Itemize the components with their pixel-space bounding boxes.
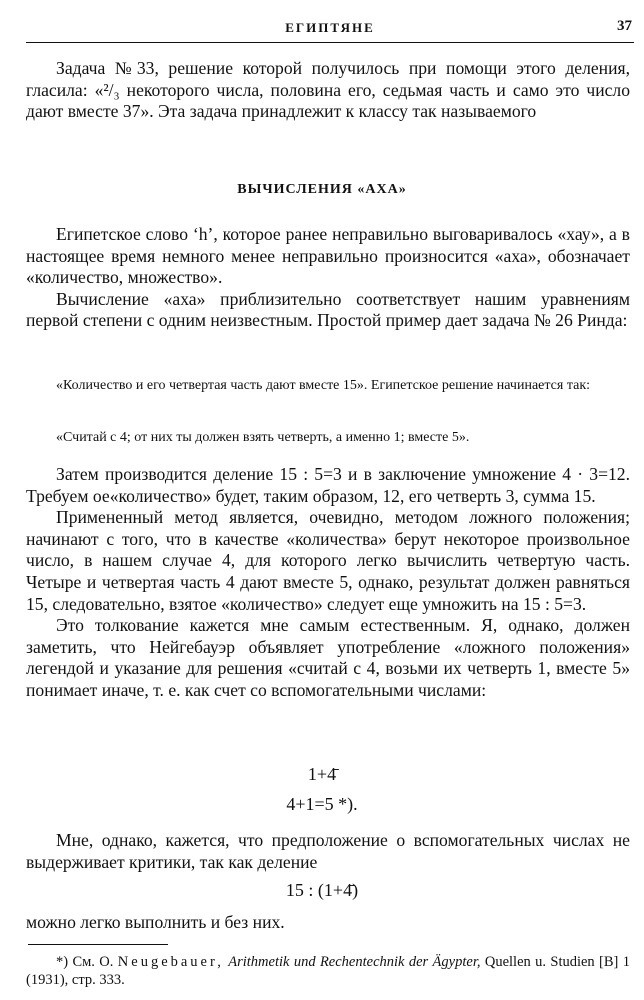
quote-solution — [26, 428, 630, 447]
section-heading: ВЫЧИСЛЕНИЯ «АХА» — [237, 182, 407, 197]
formula-division: 15 : (1+4̄) — [285, 880, 359, 900]
formula-line-1: 1+4̄ — [307, 764, 337, 784]
closing-line: можно легко выполнить и без них. — [26, 912, 285, 932]
paragraph-division: Затем производится деление 15 : 5=3 и в заключение умножение 4 · 3=12. Требуем ое«количество» будет, таким образом, 12, его четверть 3, сумма 15. — [26, 464, 630, 506]
running-head: ЕГИПТЯНЕ — [285, 20, 375, 35]
paragraph-interpretation: Это толкование кажется мне самым естественным. Я, однако, должен заметить, что Нейгебауэр объявляет употребление «ложного положения» легендой и указание для решения «считай с 4, возьми их четверть 1, вместе 5» понимает иначе, т. е. как счет со вспомогательными числами: — [26, 615, 630, 700]
page-number: 37 — [617, 18, 632, 34]
quote-solution-text: «Считай с 4; от них ты должен взять четверть, а именно 1; вместе 5». — [56, 430, 470, 445]
body-block-1 — [26, 224, 630, 332]
paragraph-aha-calculation: Вычисление «аха» приблизительно соответствует нашим уравнениям первой степени с одним неизвестным. Простой пример дает задача № 26 Ринда: — [26, 288, 630, 331]
formula-line-2: 4+1=5 *). — [286, 794, 358, 814]
paragraph-egyptian-word: Египетское слово ‘h’, которое ранее неправильно выговаривалось «хау», а в настоящее время немного менее неправильно произносится «аха», обозначает «количество, множество». — [26, 224, 630, 288]
body-block-2 — [26, 464, 630, 702]
intro-paragraph-block — [26, 58, 630, 123]
footnote-title: Arithmetik und Rechentechnik der Ägypter, — [228, 954, 481, 970]
footnote-source: Quellen u. Studien [B] 1 (1931), стр. 333. — [26, 954, 631, 988]
closing-block — [26, 912, 630, 934]
footnote-marker: *) См. О. — [56, 954, 114, 970]
quote-problem — [26, 376, 630, 395]
body-block-3 — [26, 830, 630, 873]
intro-paragraph: Задача №33, решение которой получилось при помощи этого деления, гласила: «²/₃ некоторого числа, половина его, седьмая часть и само это число дают вместе 37». Эта задача принадлежит к классу так называемого — [26, 58, 630, 122]
footnote-author: Neugebauer, — [117, 954, 224, 970]
quote-problem-text: «Количество и его четвертая часть дают вместе 15». Египетское решение начинается так: — [56, 378, 591, 393]
footnote — [26, 953, 630, 989]
page-header — [26, 18, 634, 43]
paragraph-critique: Мне, однако, кажется, что предположение о вспомогательных числах не выдерживает критики, так как деление — [26, 830, 630, 872]
paragraph-false-position: Примененный метод является, очевидно, методом ложного положения; начинают с того, что в качестве «количества» берут некоторое произвольное число, в нашем случае 4, для которого легко вычислить четвертую часть. Четыре и четвертая часть 4 дают вместе 5, однако, результат должен равняться 15, следовательно, взятое «количество» следует еще умножить на 15 : 5=3. — [26, 507, 630, 614]
footnote-rule — [28, 944, 168, 945]
